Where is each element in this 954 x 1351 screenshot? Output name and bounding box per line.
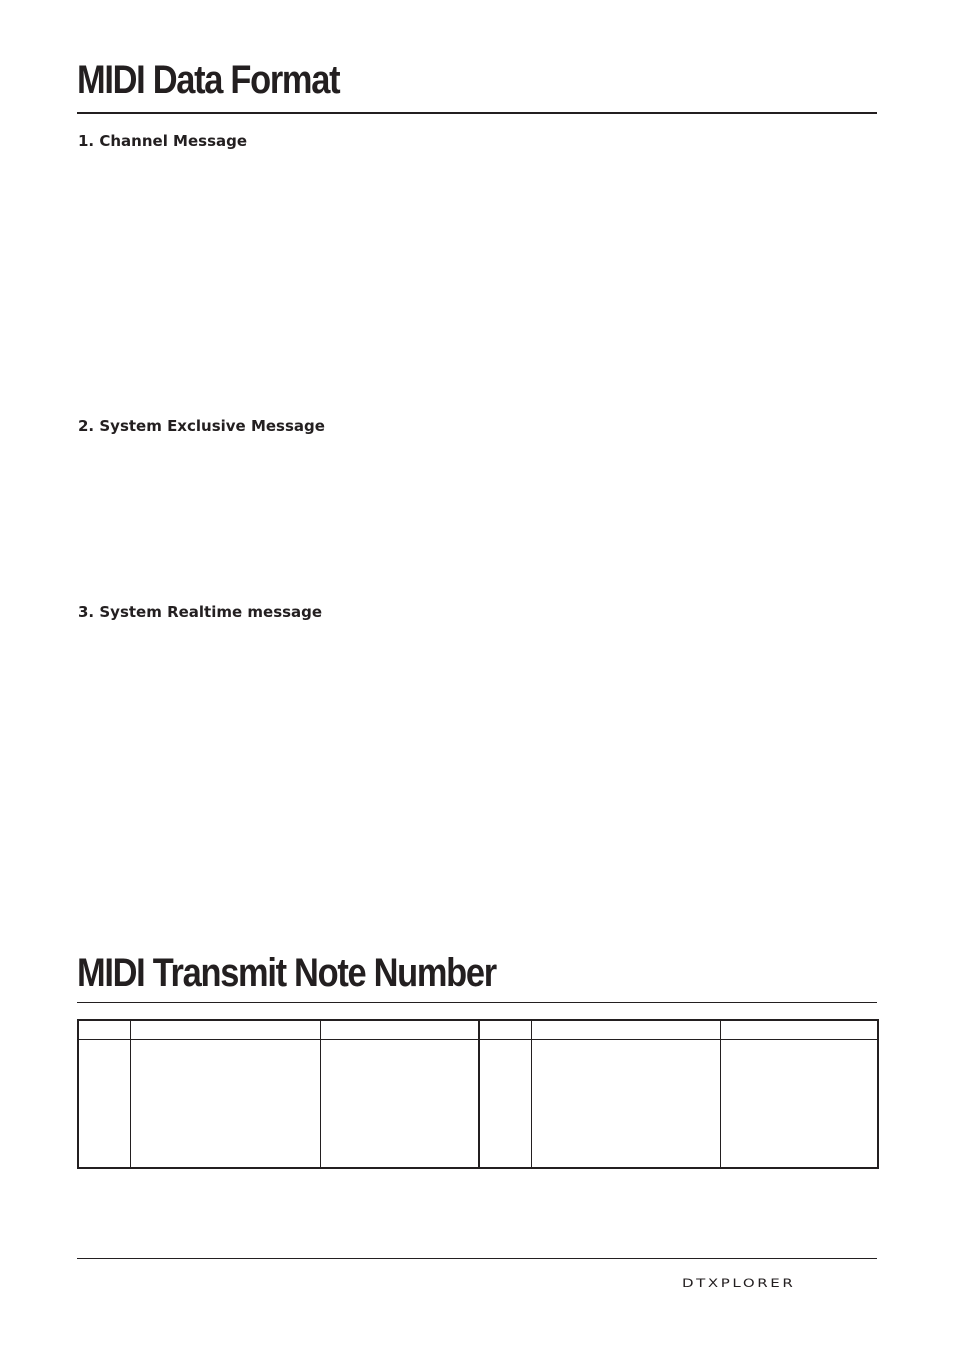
- header-cell: [479, 1020, 531, 1040]
- table-header-row: [78, 1020, 878, 1040]
- header-cell: [531, 1020, 720, 1040]
- table-title-divider: [77, 1002, 877, 1003]
- table-cell: [531, 1040, 720, 1169]
- header-cell: [720, 1020, 878, 1040]
- footer-divider: [77, 1258, 877, 1259]
- table-title: MIDI Transmit Note Number: [77, 951, 496, 995]
- page-title: MIDI Data Format: [77, 58, 340, 102]
- header-cell: [130, 1020, 320, 1040]
- section-heading-system-exclusive: 2. System Exclusive Message: [78, 417, 325, 435]
- table-cell: [720, 1040, 878, 1169]
- note-number-table: [77, 1019, 879, 1169]
- table-row: [78, 1040, 878, 1169]
- table-cell: [130, 1040, 320, 1169]
- section-heading-system-realtime: 3. System Realtime message: [78, 603, 323, 621]
- table-cell: [320, 1040, 479, 1169]
- table-cell: [479, 1040, 531, 1169]
- header-cell: [78, 1020, 130, 1040]
- section-heading-channel-message: 1. Channel Message: [78, 132, 248, 150]
- brand-logo: DTXPLORER: [682, 1276, 796, 1290]
- title-divider: [77, 112, 877, 114]
- header-cell: [320, 1020, 479, 1040]
- table-cell: [78, 1040, 130, 1169]
